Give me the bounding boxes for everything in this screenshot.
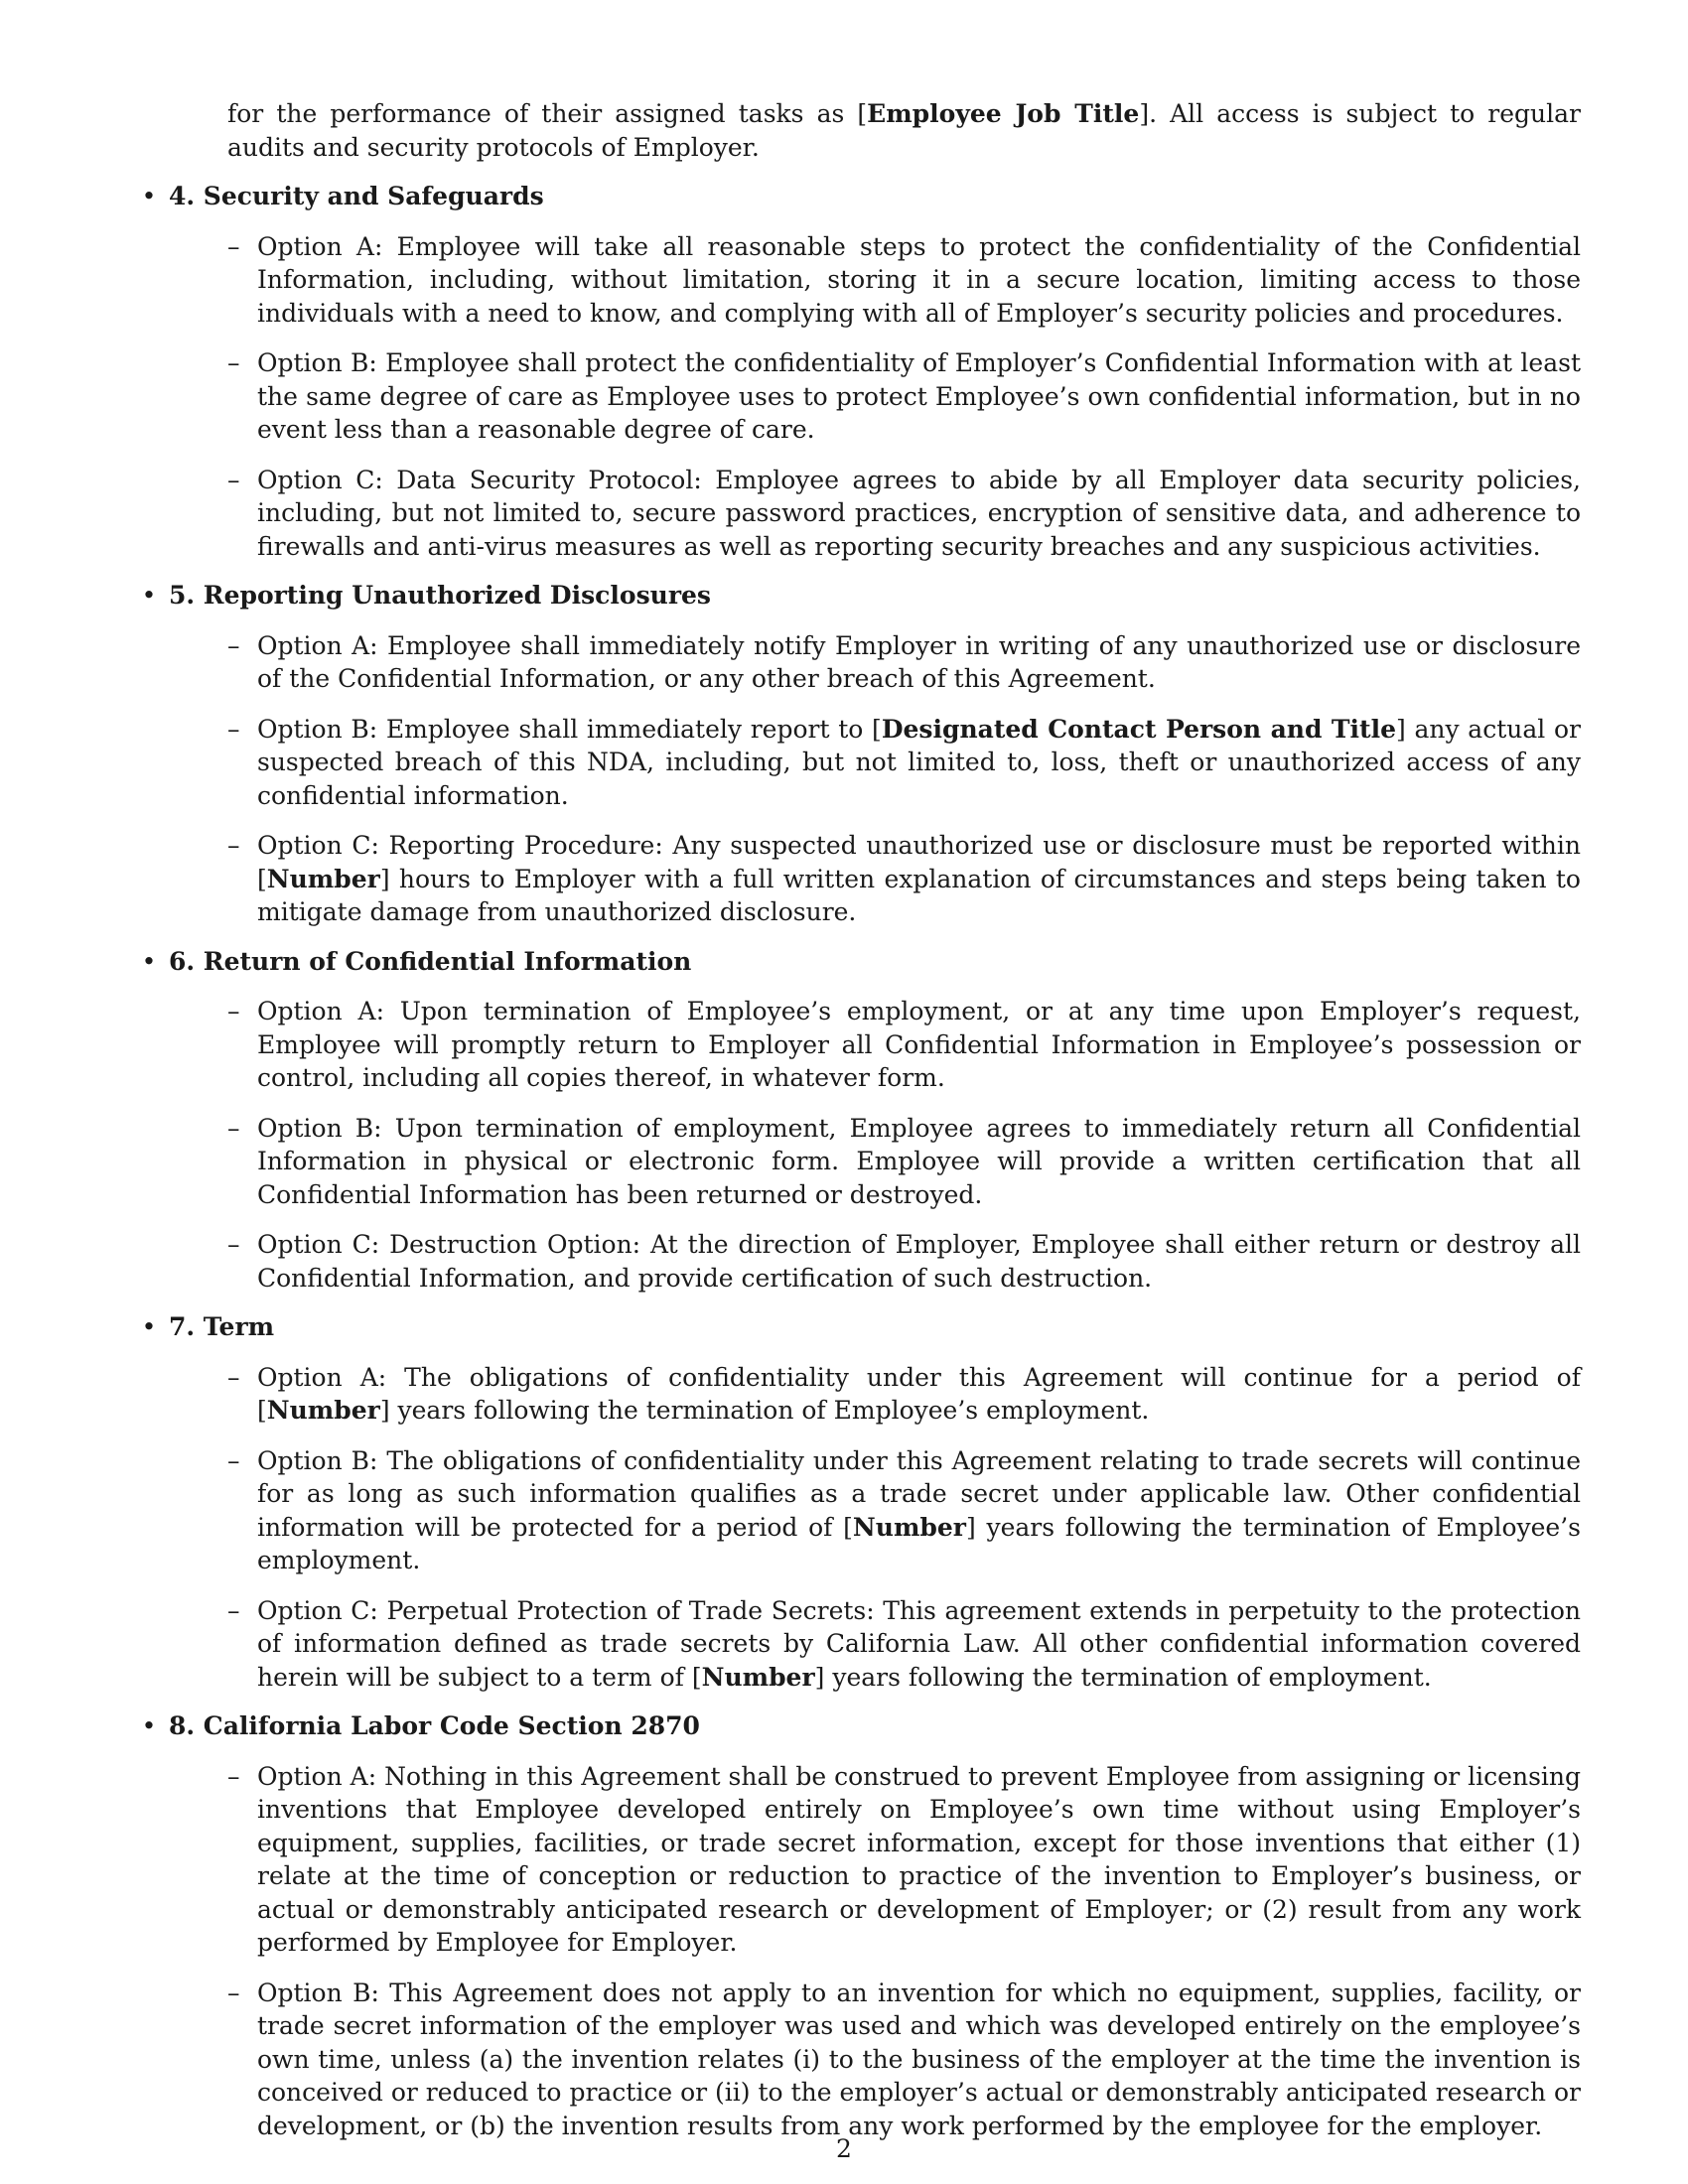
dash-icon: –: [227, 1761, 240, 1791]
section-heading: 4. Security and Safeguards: [169, 182, 544, 210]
text-run: for the performance of their assigned tasks as: [227, 99, 858, 128]
option-text: [257, 1361, 1581, 1428]
option-item: [227, 1444, 1581, 1577]
section-list: [139, 180, 1581, 2142]
dash-icon: –: [227, 1230, 240, 1259]
option-text: [257, 995, 1581, 1095]
placeholder-text: Number: [852, 1512, 966, 1542]
option-item: [227, 1594, 1581, 1695]
dash-icon: –: [227, 1445, 240, 1475]
option-text: [257, 713, 1581, 813]
dash-icon: –: [227, 714, 240, 744]
dash-icon: –: [227, 831, 240, 860]
option-item: [227, 1112, 1581, 1212]
option-item: [227, 1977, 1581, 2143]
dash-icon: –: [227, 231, 240, 261]
text-run: ] any actual or suspected breach of this NDA, including, but not limited to, loss, theft or unauthorized access of any confidential information.: [257, 714, 1581, 810]
option-text: [257, 1112, 1581, 1212]
page-number: 2: [836, 2134, 852, 2163]
dash-icon: –: [227, 1113, 240, 1143]
continuation-paragraph: [227, 97, 1581, 164]
section-heading: 5. Reporting Unauthorized Disclosures: [169, 581, 711, 610]
text-run: Option B: Employee shall immediately report to [: [257, 714, 882, 744]
dash-icon: –: [227, 1978, 240, 2007]
option-text: [257, 464, 1581, 564]
text-run: Option B: The obligations of confidentiality under this Agreement relating to trade secrets will continue for as long as such information qualifies as a trade secret under applicable law. Other confidential information will be protected for a period of [: [257, 1445, 1581, 1542]
option-item: [227, 829, 1581, 929]
option-text: [257, 346, 1581, 447]
text-run: Option B: Employee shall protect the confidentiality of Employer’s Confidential Information with at least the same degree of care as Employee uses to protect Employee’s own confidential information, but in no event less than a reasonable degree of care.: [257, 348, 1581, 444]
text-run: [: [857, 99, 868, 128]
section: [139, 180, 1581, 563]
option-item: [227, 1760, 1581, 1960]
document-body: [139, 97, 1581, 2142]
text-run: Option C: Destruction Option: At the direction of Employer, Employee shall either return or destroy all Confidential Information, and provide certification of such destruction.: [257, 1230, 1581, 1293]
text-run: ] years following the termination of Employee’s employment.: [379, 1396, 1150, 1425]
text-run: Option A: Employee will take all reasonable steps to protect the confidentiality of the Confidential Information, including, without limitation, storing it in a secure location, limiting access to those individuals with a need to know, and complying with all of Employer’s security policies and procedures.: [257, 231, 1581, 328]
placeholder-text: Number: [266, 1396, 380, 1425]
bullet-icon: •: [141, 1312, 157, 1341]
option-item: [227, 629, 1581, 696]
option-item: [227, 464, 1581, 564]
text-run: Option C: Data Security Protocol: Employee agrees to abide by all Employer data security policies, including, but not limited to, secure password practices, encryption of sensitive data, and adherence to firewalls and anti-virus measures as well as reporting security breaches and any suspicious activities.: [257, 465, 1581, 561]
option-item: [227, 346, 1581, 447]
option-text: [257, 230, 1581, 331]
option-item: [227, 995, 1581, 1095]
option-item: [227, 713, 1581, 813]
text-run: Option A: Employee shall immediately notify Employer in writing of any unauthorized use or disclosure of the Confidential Information, or any other breach of this Agreement.: [257, 630, 1581, 693]
text-run: ] years following the termination of employment.: [814, 1662, 1432, 1692]
option-text: [257, 629, 1581, 696]
option-text: [257, 1977, 1581, 2143]
text-run: Option B: This Agreement does not apply to an invention for which no equipment, supplies, facility, or trade secret information of the employer was used and which was developed entirely on the employee’s own time, unless (a) the invention relates (i) to the business of the employer at the time the invention is conceived or reduced to practice or (ii) to the employer’s actual or demonstrably anticipated research or development, or (b) the invention results from any work performed by the employee for the employer.: [257, 1978, 1581, 2140]
option-item: [227, 1361, 1581, 1428]
text-run: ]. All access is subject to regular audits and security protocols of Employer.: [227, 99, 1581, 162]
text-run: Option A: The obligations of confidentiality under this Agreement will continue for a period of [: [257, 1362, 1581, 1425]
dash-icon: –: [227, 465, 240, 494]
placeholder-text: Number: [266, 864, 380, 893]
text-run: Option B: Upon termination of employment, Employee agrees to immediately return all Confidential Information in physical or electronic form. Employee will provide a written certification that all Confidential Information has been returned or destroyed.: [257, 1113, 1581, 1209]
option-item: [227, 1228, 1581, 1295]
text-run: Option C: Perpetual Protection of Trade Secrets: This agreement extends in perpetuity to the protection of information defined as trade secrets by California Law. All other confidential information covered herein will be subject to a term of [: [257, 1595, 1581, 1692]
placeholder-text: Designated Contact Person and Title: [881, 714, 1396, 744]
section: [139, 1310, 1581, 1694]
bullet-icon: •: [141, 182, 157, 210]
section-heading: 7. Term: [169, 1312, 275, 1341]
text-run: ] hours to Employer with a full written explanation of circumstances and steps being taken to mitigate damage from unauthorized disclosure.: [257, 864, 1581, 926]
dash-icon: –: [227, 1595, 240, 1625]
text-run: ] years following the termination of Employee’s employment.: [257, 1512, 1582, 1574]
section: [139, 945, 1581, 1296]
bullet-icon: •: [141, 1711, 157, 1740]
text-run: Option A: Nothing in this Agreement shall be construed to prevent Employee from assigning or licensing inventions that Employee developed entirely on Employee’s own time without using Employer’s equipment, supplies, facilities, or trade secret information, except for those inventions that either (1) relate at the time of conception or reduction to practice of the invention to Employer’s business, or actual or demonstrably anticipated research or development of Employer; or (2) result from any work performed by Employee for Employer.: [257, 1761, 1581, 1957]
dash-icon: –: [227, 630, 240, 660]
bullet-icon: •: [141, 581, 157, 610]
dash-icon: –: [227, 997, 240, 1025]
text-run: Option A: Upon termination of Employee’s employment, or at any time upon Employer’s request, Employee will promptly return to Employer all Confidential Information in Employee’s possession or control, including all copies thereof, in whatever form.: [257, 997, 1581, 1092]
option-text: [257, 829, 1581, 929]
dash-icon: –: [227, 1362, 240, 1392]
dash-icon: –: [227, 348, 240, 377]
section: [139, 1709, 1581, 2142]
text-run: Option C: Reporting Procedure: Any suspected unauthorized use or disclosure must be reported within [: [257, 831, 1581, 893]
option-item: [227, 230, 1581, 331]
option-text: [257, 1228, 1581, 1295]
bullet-icon: •: [141, 946, 157, 976]
placeholder-text: Employee Job Title: [867, 99, 1140, 128]
section-heading: 8. California Labor Code Section 2870: [169, 1711, 700, 1740]
option-text: [257, 1444, 1581, 1577]
section: [139, 579, 1581, 929]
placeholder-text: Number: [701, 1662, 815, 1692]
section-heading: 6. Return of Confidential Information: [169, 946, 692, 976]
option-text: [257, 1594, 1581, 1695]
option-text: [257, 1760, 1581, 1960]
